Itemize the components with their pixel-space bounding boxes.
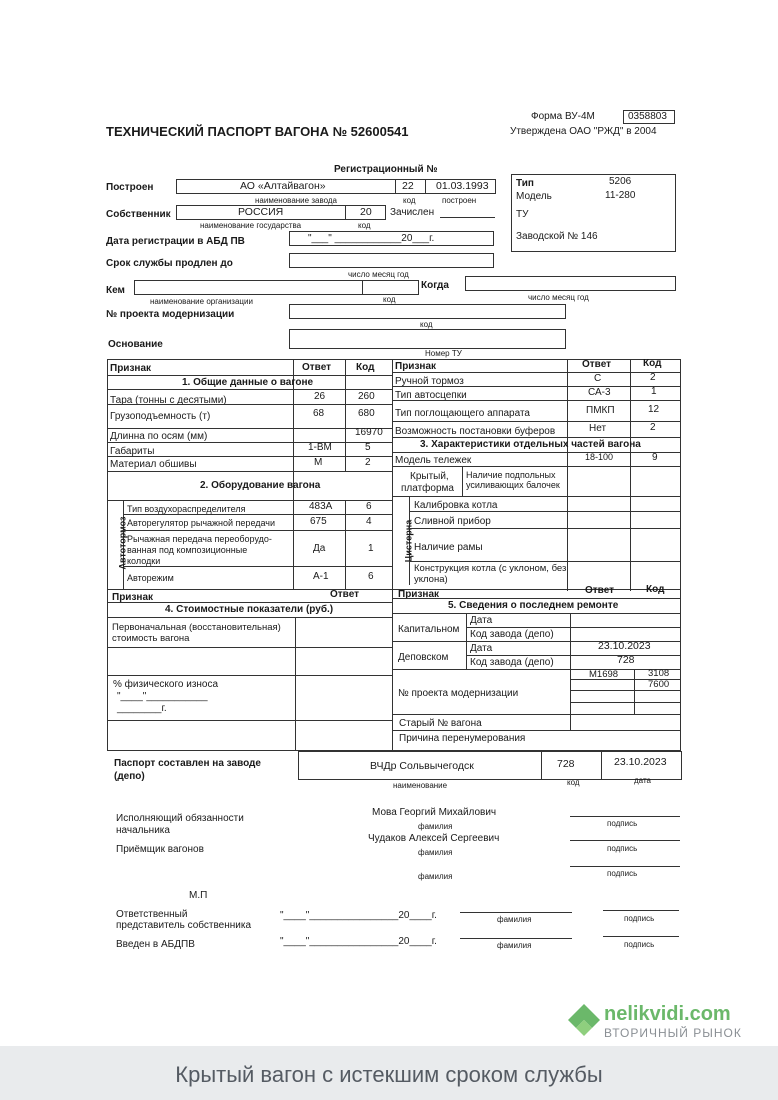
abd-date: "___" ____________20___г.: [308, 233, 435, 244]
col-code-left: Код: [356, 362, 375, 373]
modernization-field: [289, 304, 566, 319]
reg-number-label: Регистрационный №: [334, 164, 438, 175]
regulator-code: 4: [366, 516, 372, 527]
modern-val-2: 3108: [648, 668, 670, 679]
tank-construction-1: Конструкция котла (с уклоном, без: [414, 563, 567, 574]
owner-name: РОССИЯ: [238, 206, 284, 218]
sub-signature-2: подпись: [607, 844, 638, 853]
tare-code: 260: [358, 391, 375, 402]
sub-date: число месяц год: [348, 270, 409, 279]
service-extended-label: Срок службы продлен до: [106, 258, 233, 269]
basis-label: Основание: [108, 339, 163, 350]
bogie-answer: 18-100: [585, 452, 614, 462]
nelikvidi-logo[interactable]: [560, 1000, 770, 1042]
tu-label: ТУ: [516, 209, 529, 220]
capital-code-label: Код завода (депо): [470, 629, 554, 640]
type-value: 5206: [609, 176, 632, 187]
depot-code: 728: [617, 654, 635, 666]
material-label: Материал обшивы: [110, 459, 197, 470]
lever-label-3: колодки: [127, 556, 161, 566]
entered-abd-label: Введен в АБДПВ: [116, 939, 195, 950]
builder-name: АО «Алтайвагон»: [240, 180, 326, 192]
section2-title: 2. Оборудование вагона: [200, 480, 321, 491]
sub-compiled-date: дата: [634, 776, 651, 785]
hand-brake-answer: С: [594, 373, 602, 384]
table-divider: [392, 359, 393, 751]
compiled-label-1: Паспорт составлен на заводе: [114, 758, 261, 769]
load-mode-code: 6: [368, 571, 374, 582]
draft-gear-answer: ПМКП: [586, 405, 615, 416]
coupler-answer: СА-3: [588, 387, 611, 398]
buffers-label: Возможность постановки буферов: [395, 426, 556, 437]
tank-calibration: Калибровка котла: [414, 500, 498, 511]
depot-code-label: Код завода (депо): [470, 657, 554, 668]
sub-state-name: наименование государства: [200, 221, 302, 230]
sub-signature-3: подпись: [607, 869, 638, 878]
regulator-answer: 675: [310, 516, 327, 527]
col-sign-right-2: Признак: [398, 589, 440, 600]
section1-title: 1. Общие данные о вагоне: [182, 377, 314, 388]
buffers-code: 2: [650, 422, 656, 433]
autobrake-label: Автотормоз: [117, 516, 128, 570]
hand-brake-label: Ручной тормоз: [395, 376, 464, 387]
owner-rep-label-1: Ответственный: [116, 909, 188, 920]
sub-code: код: [403, 196, 416, 205]
logo-mark-icon: [564, 1000, 604, 1040]
distributor-code: 6: [366, 501, 372, 512]
compiled-code: 728: [557, 758, 575, 770]
sub-surname-5: фамилия: [497, 941, 532, 950]
logo-text-1: nelikvidi: [604, 1003, 685, 1025]
model-value: 11-280: [605, 190, 636, 201]
service-extended-field: [289, 253, 494, 268]
sub-code2: код: [358, 221, 371, 230]
tank-drain: Сливной прибор: [414, 516, 491, 527]
compiled-label-2: (депо): [114, 771, 145, 782]
col-answer-right: Ответ: [582, 359, 612, 370]
capacity-answer: 68: [313, 408, 325, 419]
model-label: Модель: [516, 191, 552, 202]
col-code-right: Код: [643, 358, 662, 369]
col-sign-left-2: Признак: [112, 592, 154, 603]
builder-code: 22: [402, 180, 414, 192]
section3-title: 3. Характеристики отдельных частей вагона: [420, 439, 641, 450]
material-answer: М: [314, 457, 323, 468]
distributor-answer: 483А: [309, 501, 333, 512]
by-whom-field: [134, 280, 419, 295]
depot-date: 23.10.2023: [598, 640, 651, 652]
col-answer-left: Ответ: [302, 362, 332, 373]
form-number: 0358803: [628, 111, 667, 122]
tank-label: Цистерна: [403, 519, 414, 563]
col-sign-right: Признак: [395, 361, 437, 372]
sub-signature-5: подпись: [624, 940, 655, 949]
depot-date-label: Дата: [470, 643, 493, 654]
modernization-label: № проекта модернизации: [106, 309, 235, 320]
capacity-code: 680: [358, 408, 375, 419]
length-label: Длинна по осям (мм): [110, 431, 208, 442]
capital-label: Капитальном: [398, 624, 460, 635]
caption-text: Крытый вагон с истекшим сроком службы: [175, 1062, 603, 1087]
bogie-label: Модель тележек: [395, 455, 472, 466]
acting-head-name: Мова Георгий Михайлович: [372, 807, 497, 818]
sub-tu: Номер ТУ: [425, 349, 462, 358]
section5-title: 5. Сведения о последнем ремонте: [448, 600, 619, 611]
basis-field: [289, 329, 566, 349]
caption-bar: [0, 1046, 778, 1100]
owner-code: 20: [360, 206, 372, 218]
load-mode-answer: А-1: [313, 571, 329, 582]
lever-answer: Да: [313, 543, 326, 554]
covered-label-1: Крытый,: [410, 471, 449, 482]
draft-gear-label: Тип поглощающего аппарата: [395, 408, 530, 419]
sub-compiled-name: наименование: [393, 781, 448, 790]
wear-year: ________г.: [117, 703, 167, 714]
coupler-label: Тип автосцепки: [395, 390, 467, 401]
type-label: Тип: [516, 178, 534, 189]
tank-construction-2: уклона): [414, 574, 448, 585]
built-date: 01.03.1993: [436, 180, 489, 192]
sub-builder-name: наименование завода: [255, 196, 337, 205]
material-code: 2: [365, 457, 371, 468]
acceptor-label: Приёмщик вагонов: [116, 844, 204, 855]
gauge-code: 5: [365, 442, 371, 453]
coupler-code: 1: [651, 386, 657, 397]
sub-code3: код: [383, 295, 396, 304]
hand-brake-code: 2: [650, 372, 656, 383]
acting-head-label-1: Исполняющий обязанности: [116, 813, 244, 824]
renumber-reason-label: Причина перенумерования: [399, 733, 526, 744]
by-whom-label: Кем: [106, 285, 125, 296]
col-answer-left-2: Ответ: [330, 589, 360, 600]
col-code-right-2: Код: [646, 584, 665, 595]
beams-label-2: усиливающих балочек: [466, 480, 560, 490]
when-label: Когда: [421, 280, 449, 291]
regulator-label: Авторегулятор рычажной передачи: [127, 518, 276, 528]
distributor-label: Тип воздухораспределителя: [127, 504, 246, 514]
lever-code: 1: [368, 543, 374, 554]
form-label: Форма ВУ-4М: [531, 111, 595, 122]
initial-cost-2: стоимость вагона: [112, 633, 190, 644]
sub-surname-2: фамилия: [418, 848, 453, 857]
col-sign-left: Признак: [110, 363, 152, 374]
wear-date: "____"___________: [117, 691, 208, 702]
buffers-answer: Нет: [589, 423, 607, 434]
compiled-name: ВЧДр Сольвычегодск: [370, 760, 474, 772]
tank-frame: Наличие рамы: [414, 542, 483, 553]
compiled-date: 23.10.2023: [614, 756, 667, 768]
sub-code4: код: [420, 320, 433, 329]
sub-signature-1: подпись: [607, 819, 638, 828]
lever-label-2: ванная под композиционные: [127, 545, 248, 555]
col-answer-right-2: Ответ: [585, 585, 615, 596]
sub-compiled-code: код: [567, 778, 580, 787]
owner-rep-label-2: представитель собственника: [116, 920, 252, 931]
length-code: 16970: [355, 427, 383, 438]
logo-tagline: ВТОРИЧНЫЙ РЫНОК: [604, 1026, 742, 1040]
initial-cost-1: Первоначальная (восстановительная): [112, 622, 281, 633]
acceptor-name: Чудаков Алексей Сергеевич: [368, 833, 500, 844]
section4-title: 4. Стоимостные показатели (руб.): [165, 604, 334, 615]
acting-head-label-2: начальника: [116, 825, 170, 836]
logo-text-2: .com: [684, 1003, 731, 1025]
modern-project-label: № проекта модернизации: [398, 688, 519, 699]
gauge-label: Габариты: [110, 446, 155, 457]
tare-answer: 26: [314, 391, 326, 402]
when-field: [465, 276, 676, 291]
sub-surname-3: фамилия: [418, 872, 453, 881]
beams-label-1: Наличие подпольных: [466, 470, 556, 480]
serial-number: Заводской № 146: [516, 231, 598, 242]
modern-val-1: М1698: [589, 669, 619, 680]
covered-label-2: платформа: [401, 483, 454, 494]
old-number-label: Старый № вагона: [399, 718, 482, 729]
stamp-label: М.П: [189, 890, 208, 901]
enlisted-label: Зачислен: [390, 207, 435, 218]
sub-built: построен: [442, 196, 477, 205]
approved-label: Утверждена ОАО "РЖД" в 2004: [510, 126, 657, 137]
owner-rep-date: "____"________________20____г.: [280, 910, 437, 921]
modern-val-3: 7600: [648, 679, 670, 690]
abd-date-label: Дата регистрации в АБД ПВ: [106, 236, 245, 247]
sub-signature-4: подпись: [624, 914, 655, 923]
bogie-code: 9: [652, 452, 658, 463]
load-mode-label: Авторежим: [127, 573, 174, 583]
sub-org-name: наименование организации: [150, 297, 253, 306]
capital-date-label: Дата: [470, 615, 493, 626]
wear-label: % физического износа: [113, 679, 219, 690]
owner-label: Собственник: [106, 209, 171, 220]
gauge-answer: 1-ВМ: [308, 442, 332, 453]
depot-label: Деповском: [398, 652, 449, 663]
page-title: ТЕХНИЧЕСКИЙ ПАСПОРТ ВАГОНА № 52600541: [106, 124, 409, 139]
sub-surname-4: фамилия: [497, 915, 532, 924]
tare-label: Тара (тонны с десятыми): [110, 395, 227, 406]
entered-abd-date: "____"________________20____г.: [280, 936, 437, 947]
sub-surname-1: фамилия: [418, 822, 453, 831]
draft-gear-code: 12: [648, 404, 660, 415]
capacity-label: Грузоподъемность (т): [110, 411, 211, 422]
built-label: Построен: [106, 182, 154, 193]
lever-label-1: Рычажная передача переоборудо-: [127, 534, 272, 544]
sub-date2: число месяц год: [528, 293, 589, 302]
